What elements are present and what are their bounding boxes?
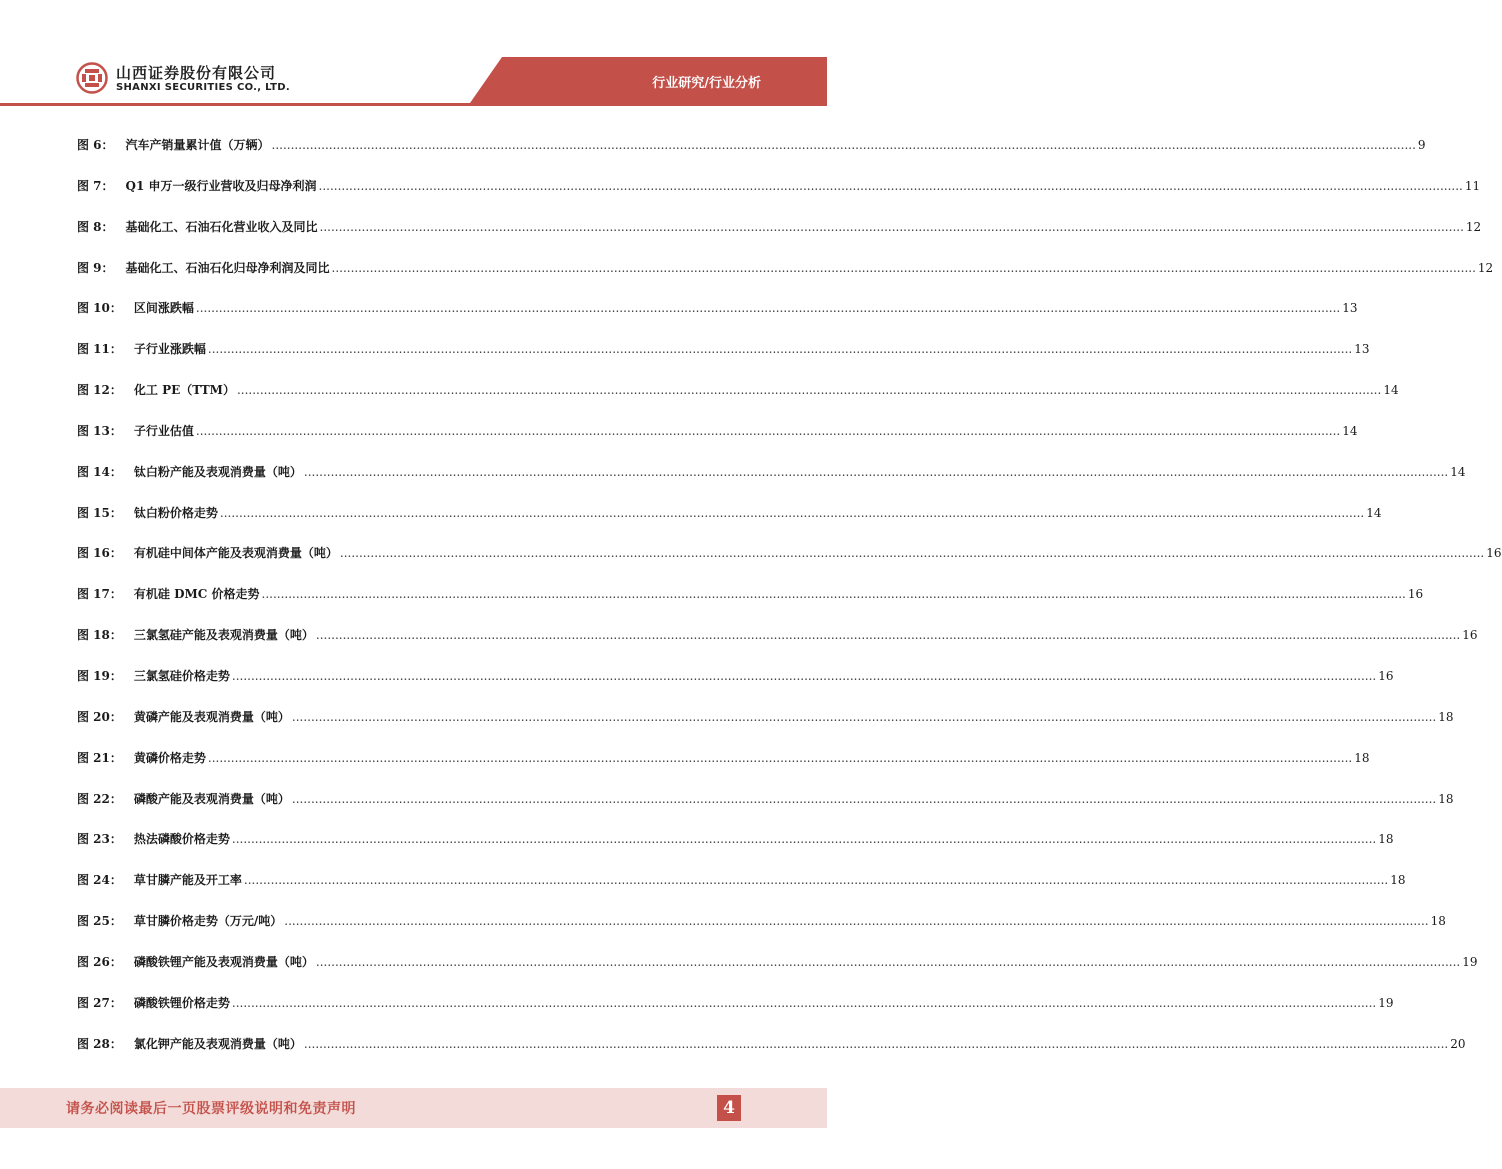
toc-figure-label: 图 13： <box>77 423 122 438</box>
footer-disclaimer: 请务必阅读最后一页股票评级说明和免责声明 <box>66 1101 356 1117</box>
toc-figure-title: 钛白粉产能及表观消费量（吨） <box>133 464 302 479</box>
toc-figure-label: 图 24： <box>77 873 122 888</box>
toc-page-number: 9 <box>1417 138 1426 152</box>
toc-leader-dots: ............................................................................................................................................................................................................................................................................................................ <box>319 219 1464 234</box>
toc-entry[interactable] <box>77 338 1370 379</box>
toc-entry[interactable] <box>77 461 1466 502</box>
toc-leader-dots: ............................................................................................................................................................................................................................................................................................................ <box>284 914 1429 929</box>
toc-leader-dots: ............................................................................................................................................................................................................................................................................................................ <box>291 791 1437 806</box>
toc-figure-label: 图 28： <box>77 1036 122 1051</box>
toc-leader-dots: ............................................................................................................................................................................................................................................................................................................ <box>303 1036 1449 1051</box>
toc-figure-title: 磷酸铁锂产能及表观消费量（吨） <box>133 954 314 969</box>
toc-page-number: 14 <box>1342 423 1358 438</box>
toc-leader-dots: ............................................................................................................................................................................................................................................................................................................ <box>207 342 1353 357</box>
toc-figure-label: 图 11： <box>77 342 122 357</box>
page-header <box>0 0 827 110</box>
toc-figure-title: 黄磷产能及表观消费量（吨） <box>133 709 290 724</box>
toc-figure-title: 钛白粉价格走势 <box>133 505 218 520</box>
toc-figure-label: 图 14： <box>77 464 122 479</box>
toc-entry[interactable] <box>77 297 1358 338</box>
toc-figure-label: 图 12： <box>77 383 122 398</box>
figure-list <box>77 134 1502 1073</box>
toc-leader-dots: ............................................................................................................................................................................................................................................................................................................ <box>271 138 1416 152</box>
toc-page-number: 18 <box>1354 750 1370 765</box>
toc-page-number: 18 <box>1438 791 1454 806</box>
toc-figure-title: 磷酸铁锂价格走势 <box>133 995 230 1010</box>
toc-figure-title: 子行业涨跌幅 <box>133 342 206 357</box>
toc-page-number: 18 <box>1430 914 1446 929</box>
toc-figure-title: 基础化工、石油石化归母净利润及同比 <box>125 260 330 275</box>
toc-leader-dots: ............................................................................................................................................................................................................................................................................................................ <box>219 505 1365 520</box>
toc-figure-label: 图 21： <box>77 750 122 765</box>
toc-leader-dots: ............................................................................................................................................................................................................................................................................................................ <box>261 587 1406 602</box>
report-section-label: 行业研究/行业分析 <box>652 76 761 91</box>
toc-figure-title: 热法磷酸价格走势 <box>133 832 230 847</box>
toc-page-number: 14 <box>1366 505 1382 520</box>
toc-leader-dots: ............................................................................................................................................................................................................................................................................................................ <box>291 709 1437 724</box>
toc-figure-label: 图 8： <box>77 219 114 234</box>
toc-page-number: 12 <box>1477 260 1494 275</box>
toc-figure-title: 子行业估值 <box>133 423 194 438</box>
toc-figure-label: 图 26： <box>77 954 122 969</box>
toc-figure-title: Q1 申万一级行业营收及归母净利润 <box>125 178 317 193</box>
toc-figure-title: 黄磷价格走势 <box>133 750 206 765</box>
toc-figure-label: 图 20： <box>77 709 122 724</box>
toc-figure-label: 图 23： <box>77 832 122 847</box>
toc-page-number: 18 <box>1378 832 1394 847</box>
toc-leader-dots: ............................................................................................................................................................................................................................................................................................................ <box>315 628 1461 643</box>
toc-entry[interactable] <box>77 583 1424 624</box>
toc-figure-title: 基础化工、石油石化营业收入及同比 <box>125 219 318 234</box>
toc-entry[interactable] <box>77 951 1478 992</box>
toc-entry[interactable] <box>77 788 1454 829</box>
toc-figure-label: 图 17： <box>77 587 122 602</box>
toc-figure-label: 图 9： <box>77 260 114 275</box>
toc-entry[interactable] <box>77 869 1406 910</box>
toc-entry[interactable] <box>77 828 1394 869</box>
toc-figure-title: 区间涨跌幅 <box>133 301 194 316</box>
toc-leader-dots: ............................................................................................................................................................................................................................................................................................................ <box>231 832 1377 847</box>
toc-figure-title: 汽车产销量累计值（万辆） <box>125 138 270 152</box>
toc-figure-label: 图 27： <box>77 995 122 1010</box>
toc-figure-label: 图 22： <box>77 791 122 806</box>
toc-figure-title: 磷酸产能及表观消费量（吨） <box>133 791 290 806</box>
toc-leader-dots: ............................................................................................................................................................................................................................................................................................................ <box>339 546 1485 561</box>
toc-entry[interactable] <box>77 624 1478 665</box>
toc-entry[interactable] <box>77 216 1482 257</box>
page-number: 4 <box>717 1095 741 1121</box>
toc-leader-dots: ............................................................................................................................................................................................................................................................................................................ <box>318 178 1463 193</box>
toc-entry[interactable] <box>77 910 1446 951</box>
toc-entry[interactable] <box>77 257 1494 298</box>
toc-figure-label: 图 6： <box>77 138 114 152</box>
company-name-en: SHANXI SECURITIES CO., LTD. <box>116 82 290 93</box>
company-logo-icon <box>76 62 108 94</box>
toc-page-number: 14 <box>1383 383 1399 398</box>
toc-page-number: 19 <box>1462 954 1478 969</box>
toc-leader-dots: ............................................................................................................................................................................................................................................................................................................ <box>315 954 1461 969</box>
toc-page-number: 16 <box>1486 546 1502 561</box>
toc-figure-label: 图 25： <box>77 914 122 929</box>
toc-page-number: 11 <box>1464 178 1481 193</box>
toc-entry[interactable] <box>77 379 1399 420</box>
toc-entry[interactable] <box>77 175 1481 216</box>
toc-figure-label: 图 18： <box>77 628 122 643</box>
toc-leader-dots: ............................................................................................................................................................................................................................................................................................................ <box>236 383 1382 398</box>
toc-page-number: 13 <box>1342 301 1358 316</box>
toc-page-number: 16 <box>1407 587 1424 602</box>
toc-page-number: 13 <box>1354 342 1370 357</box>
header-divider <box>0 103 827 106</box>
toc-leader-dots: ............................................................................................................................................................................................................................................................................................................ <box>331 260 1476 275</box>
toc-leader-dots: ............................................................................................................................................................................................................................................................................................................ <box>195 423 1341 438</box>
toc-figure-label: 图 7： <box>77 178 114 193</box>
toc-page-number: 16 <box>1462 628 1478 643</box>
toc-entry[interactable] <box>77 542 1502 583</box>
toc-leader-dots: ............................................................................................................................................................................................................................................................................................................ <box>195 301 1341 316</box>
toc-figure-title: 草甘膦产能及开工率 <box>133 873 242 888</box>
toc-entry[interactable] <box>77 747 1370 788</box>
toc-entry[interactable] <box>77 1033 1466 1074</box>
toc-leader-dots: ............................................................................................................................................................................................................................................................................................................ <box>303 464 1449 479</box>
toc-page-number: 19 <box>1378 995 1394 1010</box>
toc-figure-title: 三氯氢硅价格走势 <box>133 668 230 683</box>
toc-entry[interactable] <box>77 134 1426 175</box>
toc-leader-dots: ............................................................................................................................................................................................................................................................................................................ <box>207 750 1353 765</box>
toc-figure-title: 有机硅 DMC 价格走势 <box>133 587 260 602</box>
toc-figure-title: 化工 PE（TTM） <box>133 383 235 398</box>
toc-entry[interactable] <box>77 992 1394 1033</box>
toc-page-number: 20 <box>1450 1036 1466 1051</box>
toc-entry[interactable] <box>77 665 1394 706</box>
toc-figure-title: 草甘膦价格走势（万元/吨） <box>133 914 283 929</box>
header-band <box>470 57 827 103</box>
toc-page-number: 18 <box>1390 873 1406 888</box>
toc-leader-dots: ............................................................................................................................................................................................................................................................................................................ <box>243 873 1389 888</box>
company-name-cn: 山西证券股份有限公司 <box>116 64 277 82</box>
toc-entry[interactable] <box>77 502 1382 543</box>
toc-figure-label: 图 19： <box>77 668 122 683</box>
toc-figure-label: 图 10： <box>77 301 122 316</box>
toc-figure-label: 图 15： <box>77 505 122 520</box>
toc-leader-dots: ............................................................................................................................................................................................................................................................................................................ <box>231 995 1377 1010</box>
toc-figure-title: 有机硅中间体产能及表观消费量（吨） <box>133 546 338 561</box>
toc-entry[interactable] <box>77 420 1358 461</box>
toc-figure-title: 氯化钾产能及表观消费量（吨） <box>133 1036 302 1051</box>
toc-leader-dots: ............................................................................................................................................................................................................................................................................................................ <box>231 668 1377 683</box>
toc-page-number: 16 <box>1378 668 1394 683</box>
toc-entry[interactable] <box>77 706 1454 747</box>
toc-page-number: 12 <box>1465 219 1482 234</box>
toc-page-number: 14 <box>1450 464 1466 479</box>
toc-figure-title: 三氯氢硅产能及表观消费量（吨） <box>133 628 314 643</box>
toc-figure-label: 图 16： <box>77 546 122 561</box>
toc-page-number: 18 <box>1438 709 1454 724</box>
